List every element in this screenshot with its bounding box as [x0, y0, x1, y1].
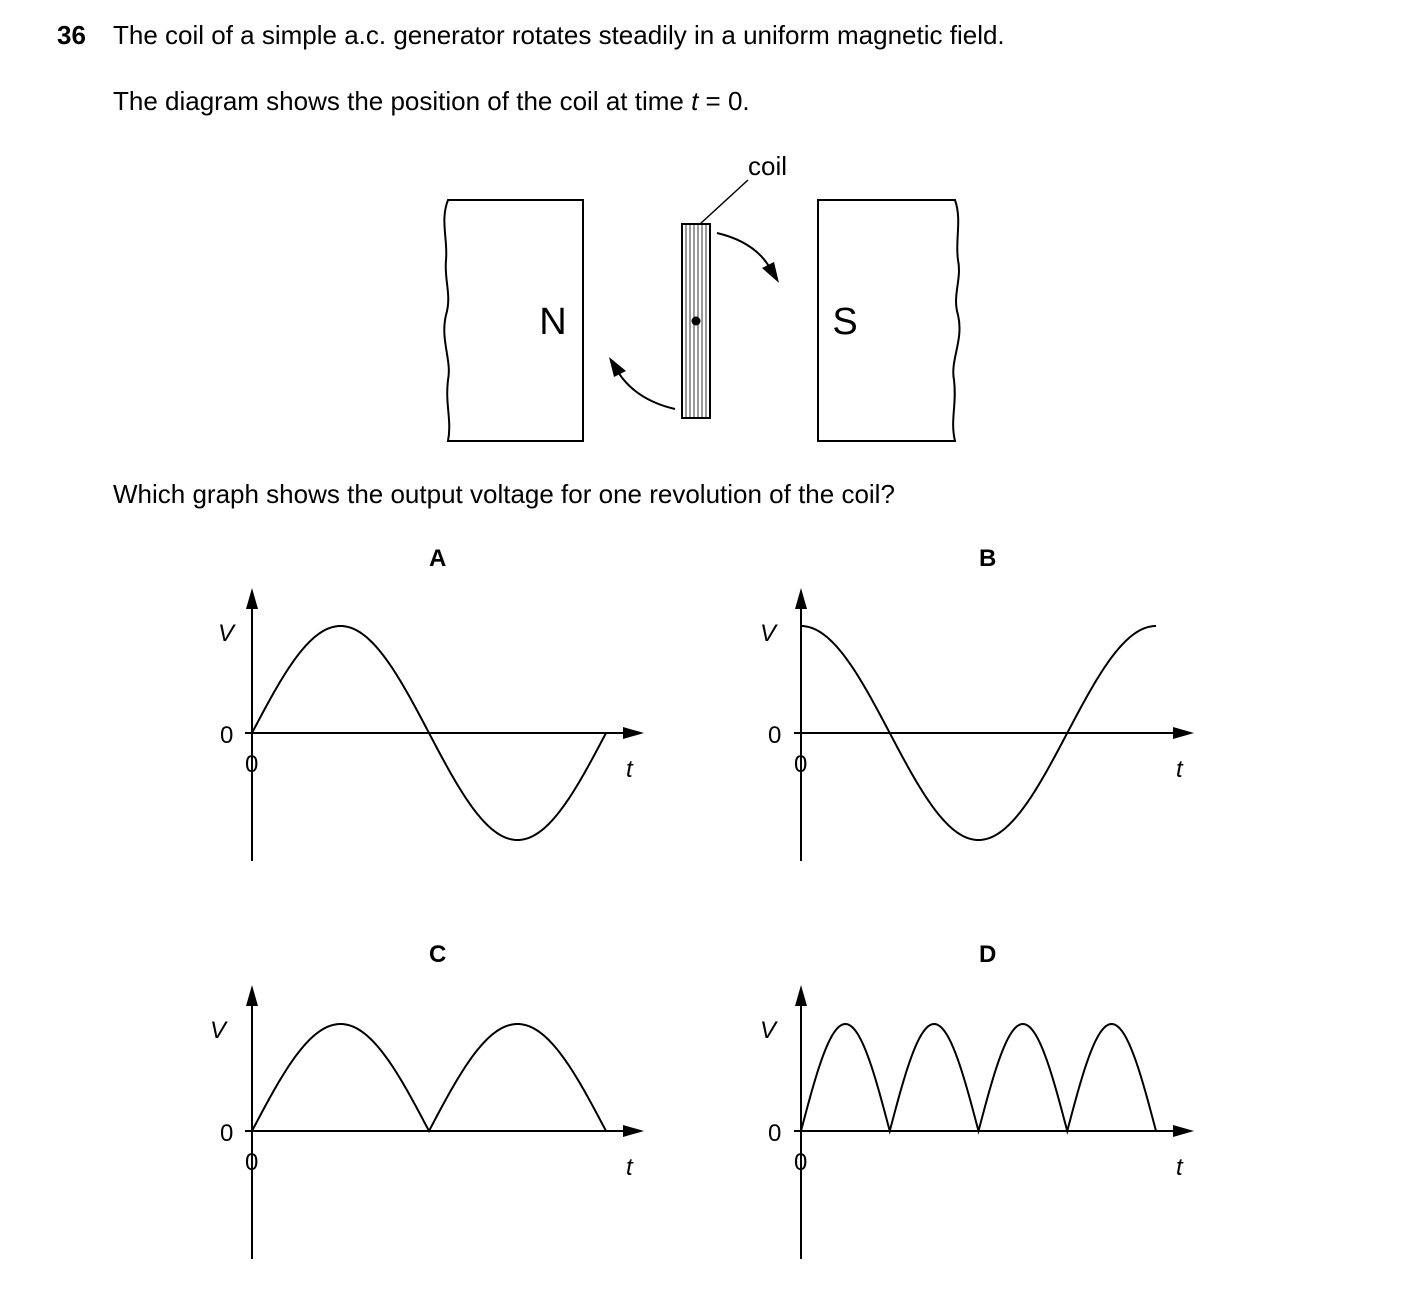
option-b-label: B — [979, 545, 997, 572]
axis-dot — [692, 317, 701, 326]
graph-c-y-arrowhead — [246, 985, 258, 1006]
option-d-label: D — [979, 941, 997, 968]
graph-d-curve — [801, 1024, 1156, 1131]
graph-a-x-zero: 0 — [245, 751, 259, 778]
graph-c-x-label: t — [626, 1154, 633, 1181]
graph-b-y-zero: 0 — [768, 722, 782, 749]
question-prompt: Which graph shows the output voltage for one revolution of the coil? — [113, 479, 895, 509]
graph-b-x-arrowhead — [1173, 727, 1194, 739]
rotation-arrowhead-top — [762, 262, 779, 283]
generator-diagram — [444, 151, 959, 441]
graph-c-curve — [252, 1024, 606, 1131]
graph-b-y-label: V — [760, 620, 777, 647]
question-line-1: The coil of a simple a.c. generator rotates steadily in a uniform magnetic field. — [113, 20, 1005, 50]
rotation-arrow-bottom — [618, 372, 675, 409]
coil-label: coil — [748, 151, 788, 181]
graph-c — [210, 985, 644, 1259]
graph-d — [760, 985, 1194, 1259]
graph-b-x-zero: 0 — [794, 751, 808, 778]
coil-leader-line — [700, 180, 748, 224]
option-c-label: C — [429, 941, 447, 968]
graph-d-x-zero: 0 — [794, 1149, 808, 1176]
rotation-arrow-top — [717, 233, 770, 268]
graph-c-y-zero: 0 — [220, 1120, 234, 1147]
rotation-arrowhead-bottom — [609, 357, 626, 377]
north-label: N — [539, 301, 567, 343]
question-line-2-suffix: = 0. — [698, 86, 750, 116]
time-variable: t — [691, 86, 699, 116]
graph-b-x-label: t — [1176, 756, 1183, 783]
graph-a-y-arrowhead — [246, 588, 258, 609]
graph-a-y-label: V — [218, 620, 235, 647]
graph-b-y-arrowhead — [795, 588, 807, 609]
option-a-label: A — [429, 545, 447, 572]
graph-c-y-label: V — [210, 1017, 227, 1044]
graph-a-x-arrowhead — [623, 727, 644, 739]
graph-c-x-zero: 0 — [245, 1149, 259, 1176]
graph-d-x-label: t — [1176, 1154, 1183, 1181]
graph-d-y-zero: 0 — [768, 1120, 782, 1147]
graph-a-x-label: t — [626, 756, 633, 783]
graph-c-x-arrowhead — [623, 1125, 644, 1137]
graph-d-x-arrowhead — [1173, 1125, 1194, 1137]
question-number: 36 — [57, 20, 86, 50]
graph-d-y-arrowhead — [795, 985, 807, 1006]
graph-b — [760, 588, 1194, 861]
graph-d-y-label: V — [760, 1017, 777, 1044]
graph-a-y-zero: 0 — [220, 722, 234, 749]
south-label: S — [832, 301, 858, 343]
question-line-2-prefix: The diagram shows the position of the coil at time — [113, 86, 692, 116]
graph-a — [218, 588, 644, 861]
